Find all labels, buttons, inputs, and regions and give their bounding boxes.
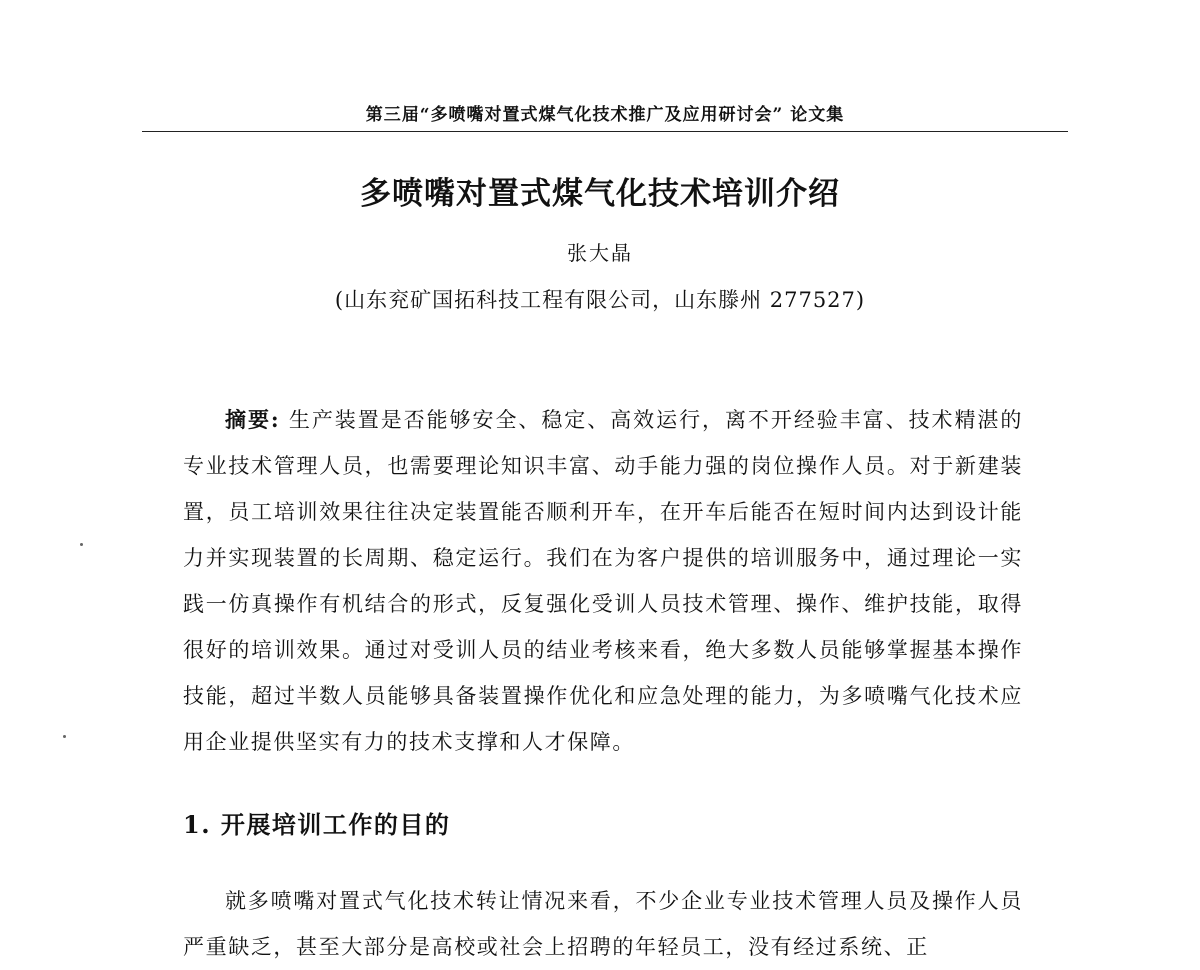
paper-author: 张大晶 xyxy=(567,241,633,265)
abstract-paragraph xyxy=(183,397,1023,765)
header-rule xyxy=(142,131,1068,132)
abstract-label: 摘要: xyxy=(225,407,281,432)
abstract-text: 生产装置是否能够安全、稳定、高效运行，离不开经验丰富、技术精湛的专业技术管理人员，也需要理论知识丰富、动手能力强的岗位操作人员。对于新建装置，员工培训效果往往决定装置能否顺利开车，在开车后能否在短时间内达到设计能力并实现装置的长周期、稳定运行。我们在为客户提供的培训服务中，通过理论一实践一仿真操作有机结合的形式，反复强化受训人员技术管理、操作、维护技能，取得很好的培训效果。通过对受训人员的结业考核来看，绝大多数人员能够掌握基本操作技能，超过半数人员能够具备装置操作优化和应急处理的能力，为多喷嘴气化技术应用企业提供坚实有力的技术支撑和人才保障。 xyxy=(183,408,1023,754)
running-header: 第三届“多喷嘴对置式煤气化技术推广及应用研讨会” 论文集 xyxy=(365,105,845,125)
section-heading: 1. 开展培训工作的目的 xyxy=(183,810,451,839)
paper-title: 多喷嘴对置式煤气化技术培训介绍 xyxy=(360,176,840,212)
section-paragraph: 就多喷嘴对置式气化技术转让情况来看，不少企业专业技术管理人员及操作人员严重缺乏，甚至大部分是高校或社会上招聘的年轻员工，没有经过系统、正 xyxy=(183,889,1023,959)
scan-speck xyxy=(63,735,66,738)
paper-affiliation: (山东兖矿国拓科技工程有限公司，山东滕州 277527) xyxy=(334,288,866,312)
scan-speck xyxy=(80,543,83,546)
